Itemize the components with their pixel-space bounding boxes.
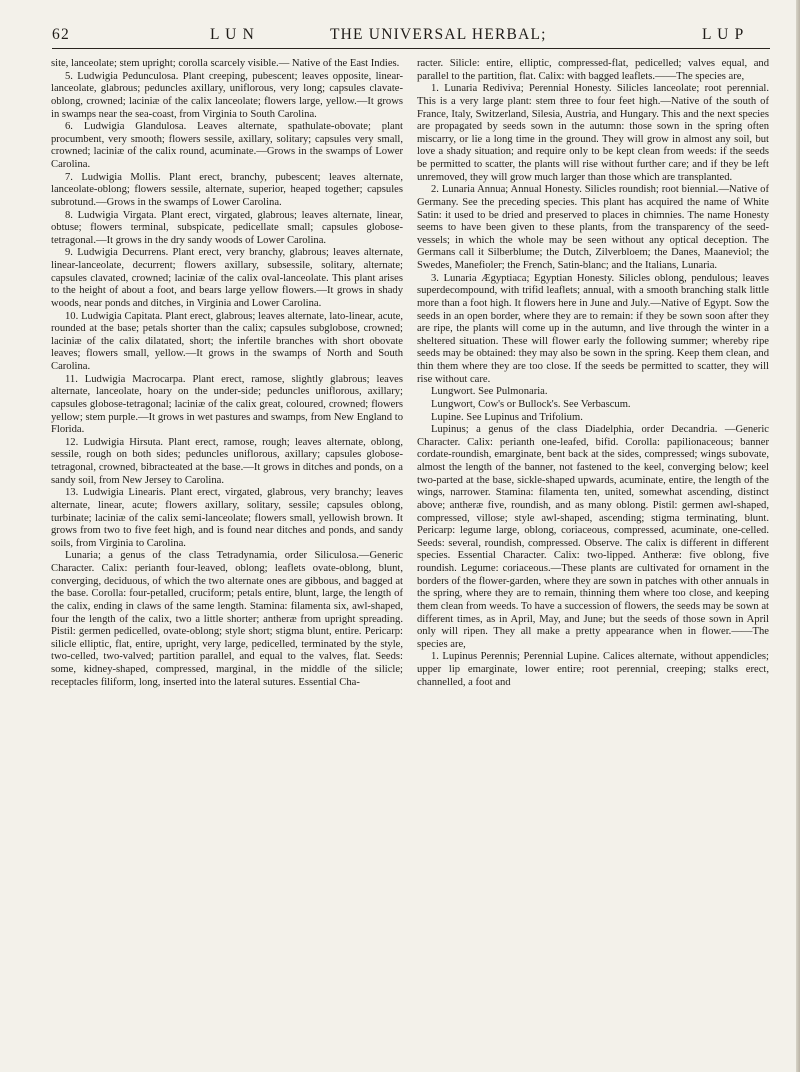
running-title: THE UNIVERSAL HERBAL; [330,26,547,43]
header-rule [52,48,770,49]
paragraph: 12. Ludwigia Hirsuta. Plant erect, ramose, rough; leaves alternate, oblong, sessile, rough on both sides; peduncles uniflorous, axillary; capsules globose-tetragonal, crowned, bibracteated at the base.—It grows in ditches and ponds, on a sandy soil, from New Jersey to Carolina. [51,436,403,486]
paragraph: site, lanceolate; stem upright; corolla scarcely visible.— Native of the East Indies. [51,58,400,69]
paragraph: Lupinus; a genus of the class Diadelphia, order Decandria. —Generic Character. Calix: perianth one-leafed, bifid. Corolla: papilionaceous; banner cordate-roundish, emarginate, bent back at the sides, compressed; wings subovate, almost the length of the banner, not fastened to the keel, converging below; keel two-parted at the base, sickle-shaped upwards, acuminate, entire, the length of the wings, narrower. Stamina: filamenta ten, united, somewhat ascending, distinct above; antheræ five, roundish, and as many oblong. Pistil: germen awl-shaped, compressed, villose; style awl-shaped, ascending; stigma terminating, blunt. Pericarp: legume large, oblong, coriaceous, compressed, acuminate, one-celled. Seeds: several, roundish, compressed. Observe. The calix is different in different species. Essential Character. Calix: two-lipped. Antheræ: five oblong, five roundish. Legume: coriaceous.—These plants are cultivated for ornament in the borders of the flower-garden, where they are sown in patches with other annuals in the spring, where they are to remain, thinning them where too close, and keeping them clean from weeds. To have a succession of flowers, the seeds may be sown at different times, as in April, May, and June; but the seeds of those sown in April only will ripen. They all make a pretty appearance when in flower.——The species are, [417,424,769,650]
paragraph: 13. Ludwigia Linearis. Plant erect, virgated, glabrous, very branchy; leaves alternate, linear, acute; flowers axillary, solitary, sessile; capsules oblong, turbinate; laciniæ of the calix semi-lanceolate; flowers small, yellowish brown. It grows from two to five feet high, and is found near ditches and ponds, and sandy soils, from Virginia to Carolina. [51,487,403,549]
left-column [51,58,403,1048]
paragraph: Lungwort, Cow's or Bullock's. See Verbascum. [431,398,631,410]
paragraph: 7. Ludwigia Mollis. Plant erect, branchy, pubescent; leaves alternate, lanceolate-oblong; flowers sessile, alternate, superior, heaped together; capsules subrotund.—Grows in the swamps of Lower Carolina. [51,171,403,208]
paragraph: 1. Lunaria Rediviva; Perennial Honesty. Silicles lanceolate; root perennial. This is a very large plant: stem three to four feet high.—Native of the south of France, Italy, Switzerland, Silesia, Austria, and Hungary. This and the next species are propagated by seeds sown in the autumn: those sown in the spring often miscarry, or lie a long time in the ground. They will grow in almost any soil, but love a shady situation; and require only to be kept clean from weeds: if the seeds be permitted to scatter, the plants will rise without further care; and if they be left unremoved, they will grow much larger than those which are transplanted. [417,83,769,183]
running-header [52,20,770,50]
paragraph: 6. Ludwigia Glandulosa. Leaves alternate, spathulate-obovate; plant procumbent, very smooth; flowers sessile, axillary, solitary; capsules very small, crowned; laciniæ of the calix round, acuminate.—Grows in the swamps of Lower Carolina. [51,121,403,170]
paragraph: 5. Ludwigia Pedunculosa. Plant creeping, pubescent; leaves opposite, linear-lanceolate, glabrous; peduncles axillary, uniflorous, very long; capsules clavate-oblong, crowned; laciniæ of the calix lanceolate; flowers large, yellow.—It grows in swamps near the sea-coast, from Virginia to South Carolina. [51,70,403,120]
paragraph: 1. Lupinus Perennis; Perennial Lupine. Calices alternate, without appendicles; upper lip emarginate, lower entire; root perennial, creeping; stalks erect, channelled, a foot and [417,651,769,688]
paragraph: racter. Silicle: entire, elliptic, compressed-flat, pedicelled; valves equal, and parallel to the partition, flat. Calix: with bagged leaflets.——The species are, [417,58,769,82]
paragraph: Lungwort. See Pulmonaria. [431,386,548,398]
paragraph: 8. Ludwigia Virgata. Plant erect, virgated, glabrous; leaves alternate, linear, obtuse; flowers terminal, subspicate, pedicellate small; capsules globose-tetragonal.—It grows in the dry sandy woods of Lower Carolina. [51,209,403,246]
page-edge [796,0,800,1072]
paragraph: 11. Ludwigia Macrocarpa. Plant erect, ramose, slightly glabrous; leaves alternate, lanceolate, hoary on the under-side; peduncles uniflorous, axillary; capsules globose-tetragonal; laciniæ of the calix great, coloured, crowned; flowers yellow; stem purple.—It grows in wet pastures and swamps, from New England to Florida. [51,373,403,436]
right-column [417,58,769,1048]
running-head-left: L U N [210,26,256,43]
page-number: 62 [52,26,70,43]
running-head-right: L U P [702,26,745,43]
paragraph: 10. Ludwigia Capitata. Plant erect, glabrous; leaves alternate, lato-linear, acute, rounded at the base; petals shorter than the calix; capsules subglobose, crowned; laciniæ of the calix dilatated, short; the infertile branches with short obovate leaves; flowers small, yellow.—It grows in the swamps of North and South Carolina. [51,310,403,372]
paragraph: Lupine. See Lupinus and Trifolium. [431,411,583,423]
paragraph: 2. Lunaria Annua; Annual Honesty. Silicles roundish; root biennial.—Native of Germany. See the preceding species. This plant has acquired the name of White Satin: it used to be dried and preserved to places in chimnies. The name Honesty seems to have been given to these plants, from the transparency of the seed-vessels; in which the whole may be seen without any optical deception. The Germans call it Silberblume; the Dutch, Zilverbloem; the Danes, Maaneviol; the Swedes, Manefioler; the French, Satin-blanc; and the Italians, Lunaria. [417,184,769,271]
paragraph: 9. Ludwigia Decurrens. Plant erect, very branchy, glabrous; leaves alternate, linear-lanceolate, decurrent; flowers axillary, subsessile, solitary, alternate; capsules clavated, crowned; laciniæ of the calix oval-lanceolate. This plant arises to the height of about a foot, and bears large yellow flowers.—It grows in shady woods, near ponds and ditches, in Virginia and Lower Carolina. [51,247,403,309]
paragraph: Lunaria; a genus of the class Tetradynamia, order Siliculosa.—Generic Character. Calix: perianth four-leaved, oblong; leaflets ovate-oblong, blunt, converging, deciduous, of which the two alternate ones are gibbous, and bagged at the base. Corolla: four-petalled, cruciform; petals entire, blunt, large, the length of the calix, ending in claws of the same length. Stamina: filamenta six, awl-shaped, four the length of the calix, two a little shorter; antheræ from upright spreading. Pistil: germen pedicelled, ovate-oblong; style short; stigma blunt, entire. Pericarp: silicle elliptic, flat, entire, upright, very large, pedicelled, terminated by the style, two-celled, two-valved; partition parallel, and equal to the valves, flat. Seeds: some, kidney-shaped, compressed, marginal, in the middle of the silicle; receptacles filiform, long, inserted into the lateral sutures. Essential Cha- [51,550,403,688]
paragraph: 3. Lunaria Ægyptiaca; Egyptian Honesty. Silicles oblong, pendulous; leaves superdecompound, with trifid leaflets; annual, with a smooth branching stalk little more than a foot high. It flowers here in June and July.—Native of Egypt. Sow the seeds in an open border, where they are to remain: if they be sown soon after they are ripe, the plants will come up in the autumn, and live through the winter in a sheltered situation. These will flower early the following summer; whereby ripe seeds may be obtained: they may also be sown in the spring. Keep them clean, and thin them where they are too close. If the seeds be permitted to scatter, they will rise without care. [417,272,769,385]
